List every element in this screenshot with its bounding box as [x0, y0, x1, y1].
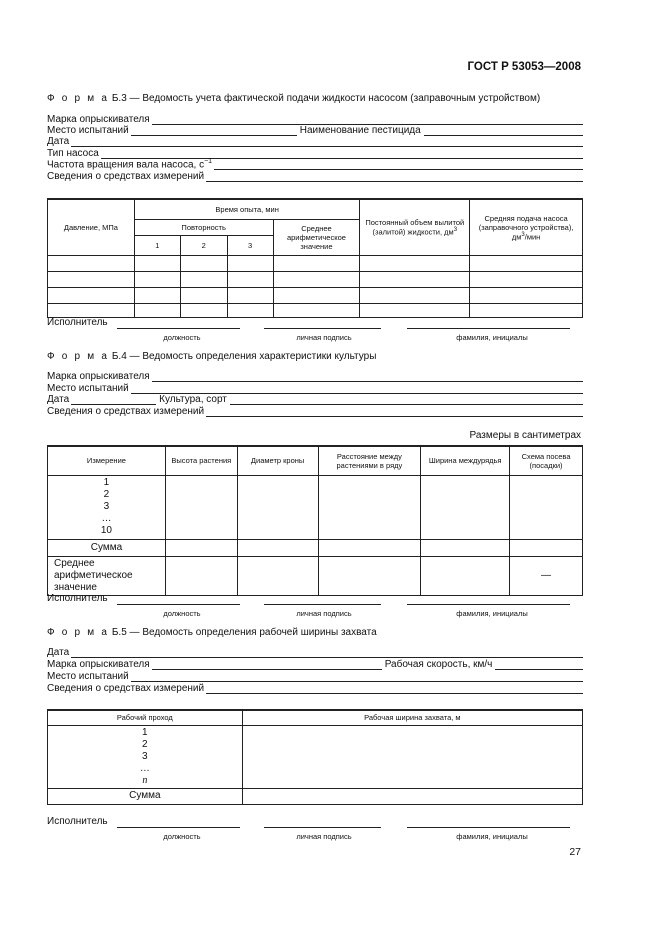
b3-col-repeat: Повторность — [134, 219, 273, 235]
table-row — [48, 556, 583, 595]
b5-date-label: Дата — [47, 647, 70, 658]
b4-col-row-width: Ширина междурядья — [421, 446, 510, 475]
list-item: 1 — [142, 726, 148, 738]
table-row — [48, 271, 583, 287]
b3-position-line[interactable] — [117, 328, 240, 329]
b3-measuring-label: Сведения о средствах измерений — [47, 171, 205, 182]
b4-sum-label: Сумма — [48, 539, 166, 556]
form-b3-title — [47, 93, 540, 104]
b5-measuring-label: Сведения о средствах измерений — [47, 683, 205, 694]
b5-brand-row — [47, 658, 583, 670]
b5-table — [47, 709, 583, 805]
b5-position-caption: должность — [163, 832, 201, 841]
b3-brand-label: Марка опрыскивателя — [47, 114, 150, 125]
b5-place-label: Место испытаний — [47, 671, 129, 682]
b4-col-measure: Измерение — [48, 446, 166, 475]
table-row — [48, 287, 583, 303]
table-row — [48, 475, 583, 539]
b3-date-field[interactable] — [71, 138, 583, 147]
b4-col-distance: Расстояние между растениями в ряду — [318, 446, 421, 475]
b4-units-note: Размеры в сантиметрах — [469, 430, 581, 441]
page-number: 27 — [569, 846, 581, 858]
b5-measuring-field[interactable] — [206, 685, 583, 694]
list-item: 10 — [100, 525, 112, 536]
b4-mean-label: Среднее арифметическое значение — [48, 556, 166, 595]
form-b4-title-text: Б.4 — Ведомость определения характеристики культуры — [111, 351, 377, 362]
form-b5-title-prefix: Ф о р м а — [47, 627, 110, 638]
b3-col-supply: Средняя подача насоса (заправочного устройства), $дм^3$/мин — [470, 199, 583, 255]
b5-measuring-row — [47, 682, 583, 694]
b3-rotation-label: Частота вращения вала насоса, $с^{-1}$ — [47, 157, 213, 170]
b5-position-line[interactable] — [117, 827, 240, 828]
b3-signature-caption: личная подпись — [296, 333, 352, 342]
b3-executor-label: Исполнитель — [47, 317, 108, 328]
b4-position-line[interactable] — [117, 604, 240, 605]
b3-measuring-field[interactable] — [206, 173, 583, 182]
b3-place-label: Место испытаний — [47, 125, 129, 136]
b4-brand-field[interactable] — [152, 373, 583, 382]
b3-position-caption: должность — [163, 333, 201, 342]
b3-pesticide-label: Наименование пестицида — [299, 125, 421, 136]
b4-place-label: Место испытаний — [47, 383, 129, 394]
b4-culture-field[interactable] — [230, 396, 583, 405]
b5-place-field[interactable] — [131, 673, 583, 682]
b5-brand-label: Марка опрыскивателя — [47, 659, 150, 670]
b3-pump-label: Тип насоса — [47, 148, 99, 159]
b4-name-line[interactable] — [407, 604, 570, 605]
b4-measure-list — [48, 475, 166, 539]
b5-date-field[interactable] — [71, 649, 583, 658]
b5-name-line[interactable] — [407, 827, 570, 828]
b3-table — [47, 198, 583, 318]
b3-col-time: Время опыта, мин — [134, 199, 360, 219]
b4-brand-row — [47, 370, 583, 382]
b5-col-width: Рабочая ширина захвата, м — [242, 710, 582, 725]
b3-rotation-field[interactable] — [214, 161, 583, 170]
list-item: 3 — [142, 750, 148, 762]
b5-name-caption: фамилия, инициалы — [456, 832, 528, 841]
b3-rotation-row — [47, 158, 583, 170]
list-item: 2 — [103, 489, 110, 500]
b4-measuring-field[interactable] — [206, 408, 583, 417]
form-b4-title — [47, 351, 376, 362]
b3-col-mean: Среднее арифметическое значение — [273, 219, 360, 255]
b4-measuring-label: Сведения о средствах измерений — [47, 406, 205, 417]
list-item: n — [142, 774, 148, 786]
list-item: 2 — [142, 738, 148, 750]
list-item: … — [101, 513, 112, 524]
b5-speed-field[interactable] — [495, 661, 583, 670]
list-item: 3 — [103, 501, 110, 512]
b4-date-field[interactable] — [71, 396, 156, 405]
b4-col-crown: Диаметр кроны — [237, 446, 318, 475]
b4-table — [47, 445, 583, 596]
list-item: … — [139, 762, 150, 774]
b4-col-height: Высота растения — [165, 446, 237, 475]
b3-measuring-row — [47, 170, 583, 182]
b4-position-caption: должность — [163, 609, 201, 618]
b4-name-caption: фамилия, инициалы — [456, 609, 528, 618]
list-item: 1 — [103, 477, 110, 488]
form-b5-title-text: Б.5 — Ведомость определения рабочей ширины захвата — [111, 627, 377, 638]
form-b3-title-text: Б.3 — Ведомость учета фактической подачи жидкости насосом (заправочным устройством) — [111, 93, 541, 104]
b4-signature-caption: личная подпись — [296, 609, 352, 618]
table-row — [48, 539, 583, 556]
b3-signature-line[interactable] — [264, 328, 381, 329]
b5-signature-line[interactable] — [264, 827, 381, 828]
table-row — [48, 788, 583, 804]
b3-date-row — [47, 135, 583, 147]
b3-col-pressure: Давление, МПа — [48, 199, 135, 255]
b3-name-caption: фамилия, инициалы — [456, 333, 528, 342]
table-row — [48, 255, 583, 271]
table-row — [48, 725, 583, 788]
form-b5-title — [47, 627, 377, 638]
b5-pass-list — [48, 725, 243, 788]
b3-date-label: Дата — [47, 136, 70, 147]
b4-date-label: Дата — [47, 394, 70, 405]
b5-place-row — [47, 670, 583, 682]
b5-executor-label: Исполнитель — [47, 816, 108, 827]
b5-date-row — [47, 646, 583, 658]
b3-col-rep3: 3 — [227, 235, 273, 255]
b4-measuring-row — [47, 405, 583, 417]
b3-name-line[interactable] — [407, 328, 570, 329]
b4-culture-label: Культура, сорт — [159, 394, 227, 405]
b4-brand-label: Марка опрыскивателя — [47, 371, 150, 382]
b3-col-rep2: 2 — [180, 235, 227, 255]
standard-number: ГОСТ Р 53053—2008 — [467, 61, 581, 73]
b4-executor-label: Исполнитель — [47, 593, 108, 604]
b5-speed-label: Рабочая скорость, км/ч — [384, 659, 493, 670]
b5-col-pass: Рабочий проход — [48, 710, 243, 725]
b3-col-volume: Постоянный объем вылитой (залитой) жидкости, $дм^3$ — [360, 199, 470, 255]
b4-date-row — [47, 393, 583, 405]
form-b4-title-prefix: Ф о р м а — [47, 351, 110, 362]
b4-mean-dash: — — [510, 556, 583, 595]
b5-signature-caption: личная подпись — [296, 832, 352, 841]
b5-brand-field[interactable] — [152, 661, 382, 670]
b4-col-scheme: Схема посева (посадки) — [510, 446, 583, 475]
form-b3-title-prefix: Ф о р м а — [47, 93, 110, 104]
b4-signature-line[interactable] — [264, 604, 381, 605]
b5-sum-label: Сумма — [48, 788, 243, 804]
table-row — [48, 303, 583, 317]
b3-col-rep1: 1 — [134, 235, 180, 255]
